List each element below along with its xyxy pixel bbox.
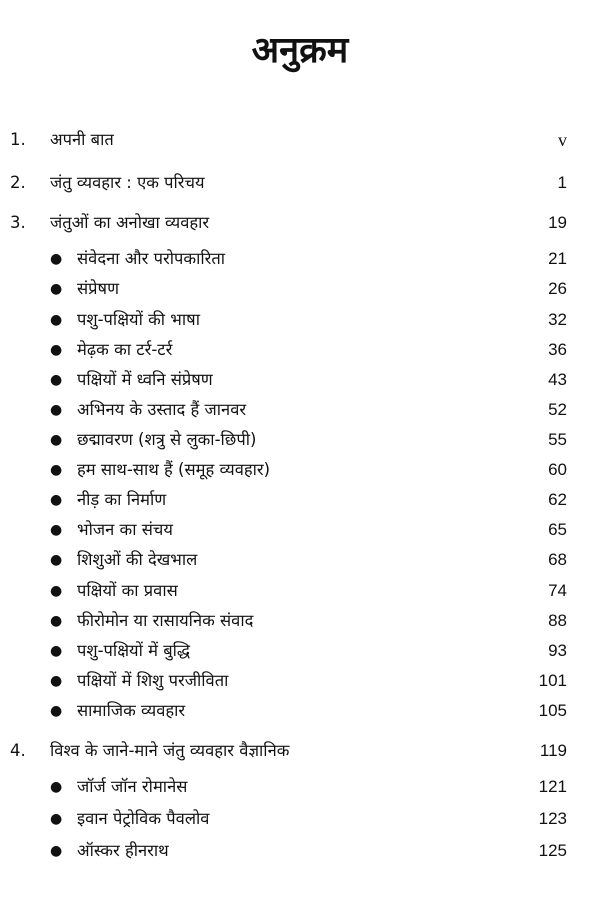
sub-item-title: नीड़ का निर्माण <box>77 490 167 509</box>
page-number: 21 <box>548 249 567 268</box>
toc-sub-item <box>0 485 600 515</box>
toc-sub-item <box>0 836 600 866</box>
toc-sub-item <box>0 515 600 545</box>
bullet-icon: ● <box>50 583 63 599</box>
page-number: 52 <box>548 400 567 419</box>
page-number: 125 <box>538 841 567 860</box>
sub-item-title: शिशुओं की देखभाल <box>77 550 198 569</box>
bullet-icon: ● <box>50 779 63 795</box>
page-number: 68 <box>548 550 567 569</box>
chapter-title: विश्व के जाने-माने जंतु व्यवहार वैज्ञानिक <box>50 741 290 760</box>
toc-chapter-3 <box>0 208 600 238</box>
bullet-icon: ● <box>50 613 63 629</box>
bullet-icon: ● <box>50 673 63 689</box>
toc-sub-item <box>0 576 600 606</box>
toc-sub-item <box>0 804 600 834</box>
sub-item-title: भोजन का संचय <box>77 520 173 539</box>
bullet-icon: ● <box>50 372 63 388</box>
page-number: 119 <box>539 741 567 760</box>
chapter-title: जंतु व्यवहार : एक परिचय <box>50 173 205 192</box>
toc-chapter-4 <box>0 736 600 766</box>
sub-item-title: पशु-पक्षियों में बुद्धि <box>77 641 191 660</box>
bullet-icon: ● <box>50 811 63 827</box>
toc-sub-item <box>0 772 600 802</box>
toc-sub-item <box>0 365 600 395</box>
toc-sub-item <box>0 545 600 575</box>
toc-sub-item <box>0 274 600 304</box>
sub-item-title: पक्षियों का प्रवास <box>77 581 178 600</box>
page-number: 121 <box>538 777 567 796</box>
page-number: 93 <box>548 641 567 660</box>
page-number: 19 <box>548 213 567 232</box>
toc-sub-item <box>0 696 600 726</box>
sub-item-title: हम साथ-साथ हैं (समूह व्यवहार) <box>77 460 271 479</box>
page-number: 101 <box>538 671 567 690</box>
page-number: 74 <box>548 581 567 600</box>
bullet-icon: ● <box>50 552 63 568</box>
bullet-icon: ● <box>50 312 63 328</box>
page-number: v <box>558 130 567 150</box>
chapter-number: 4. <box>10 741 26 760</box>
page-title: अनुक्रम <box>251 30 349 71</box>
bullet-icon: ● <box>50 643 63 659</box>
bullet-icon: ● <box>50 843 63 859</box>
sub-item-title: फीरोमोन या रासायनिक संवाद <box>77 611 254 630</box>
page-number: 62 <box>548 490 567 509</box>
toc-sub-item <box>0 335 600 365</box>
page-number: 123 <box>538 809 567 828</box>
bullet-icon: ● <box>50 251 63 267</box>
page-number: 105 <box>538 701 567 720</box>
bullet-icon: ● <box>50 342 63 358</box>
toc-sub-item <box>0 395 600 425</box>
chapter-number: 3. <box>10 213 26 232</box>
sub-item-title: पक्षियों में ध्वनि संप्रेषण <box>77 370 213 389</box>
sub-item-title: जॉर्ज जॉन रोमानेस <box>77 777 188 796</box>
page-number: 26 <box>548 279 567 298</box>
page-number: 88 <box>548 611 567 630</box>
sub-item-title: छद्मावरण (शत्रु से लुका-छिपी) <box>77 430 257 449</box>
bullet-icon: ● <box>50 281 63 297</box>
toc-sub-item <box>0 425 600 455</box>
bullet-icon: ● <box>50 703 63 719</box>
toc-chapter-2 <box>0 168 600 198</box>
chapter-number: 1. <box>10 130 26 149</box>
page-number: 1 <box>557 173 567 192</box>
sub-item-title: संवेदना और परोपकारिता <box>77 249 226 268</box>
page-number: 55 <box>548 430 567 449</box>
chapter-title: अपनी बात <box>50 130 114 149</box>
sub-item-title: अभिनय के उस्ताद हैं जानवर <box>77 400 247 419</box>
toc-chapter-1 <box>0 125 600 155</box>
sub-item-title: मेढ़क का टर्र-टर्र <box>77 340 173 359</box>
toc-sub-item <box>0 636 600 666</box>
page-number: 60 <box>548 460 567 479</box>
sub-item-title: इवान पेट्रोविक पैवलोव <box>77 809 210 828</box>
toc-sub-item <box>0 244 600 274</box>
bullet-icon: ● <box>50 432 63 448</box>
chapter-number: 2. <box>10 173 26 192</box>
bullet-icon: ● <box>50 462 63 478</box>
page-number: 65 <box>548 520 567 539</box>
page-number: 43 <box>548 370 567 389</box>
sub-item-title: संप्रेषण <box>77 279 120 298</box>
toc-sub-item <box>0 606 600 636</box>
chapter-title: जंतुओं का अनोखा व्यवहार <box>50 213 210 232</box>
bullet-icon: ● <box>50 522 63 538</box>
sub-item-title: पक्षियों में शिशु परजीविता <box>77 671 229 690</box>
sub-item-title: पशु-पक्षियों की भाषा <box>77 310 200 329</box>
bullet-icon: ● <box>50 402 63 418</box>
sub-item-title: ऑस्कर हीनराथ <box>77 841 169 860</box>
sub-item-title: सामाजिक व्यवहार <box>77 701 186 720</box>
page-number: 32 <box>548 310 567 329</box>
toc-sub-item <box>0 455 600 485</box>
toc-sub-item <box>0 305 600 335</box>
toc-sub-item <box>0 666 600 696</box>
bullet-icon: ● <box>50 492 63 508</box>
page-number: 36 <box>548 340 567 359</box>
